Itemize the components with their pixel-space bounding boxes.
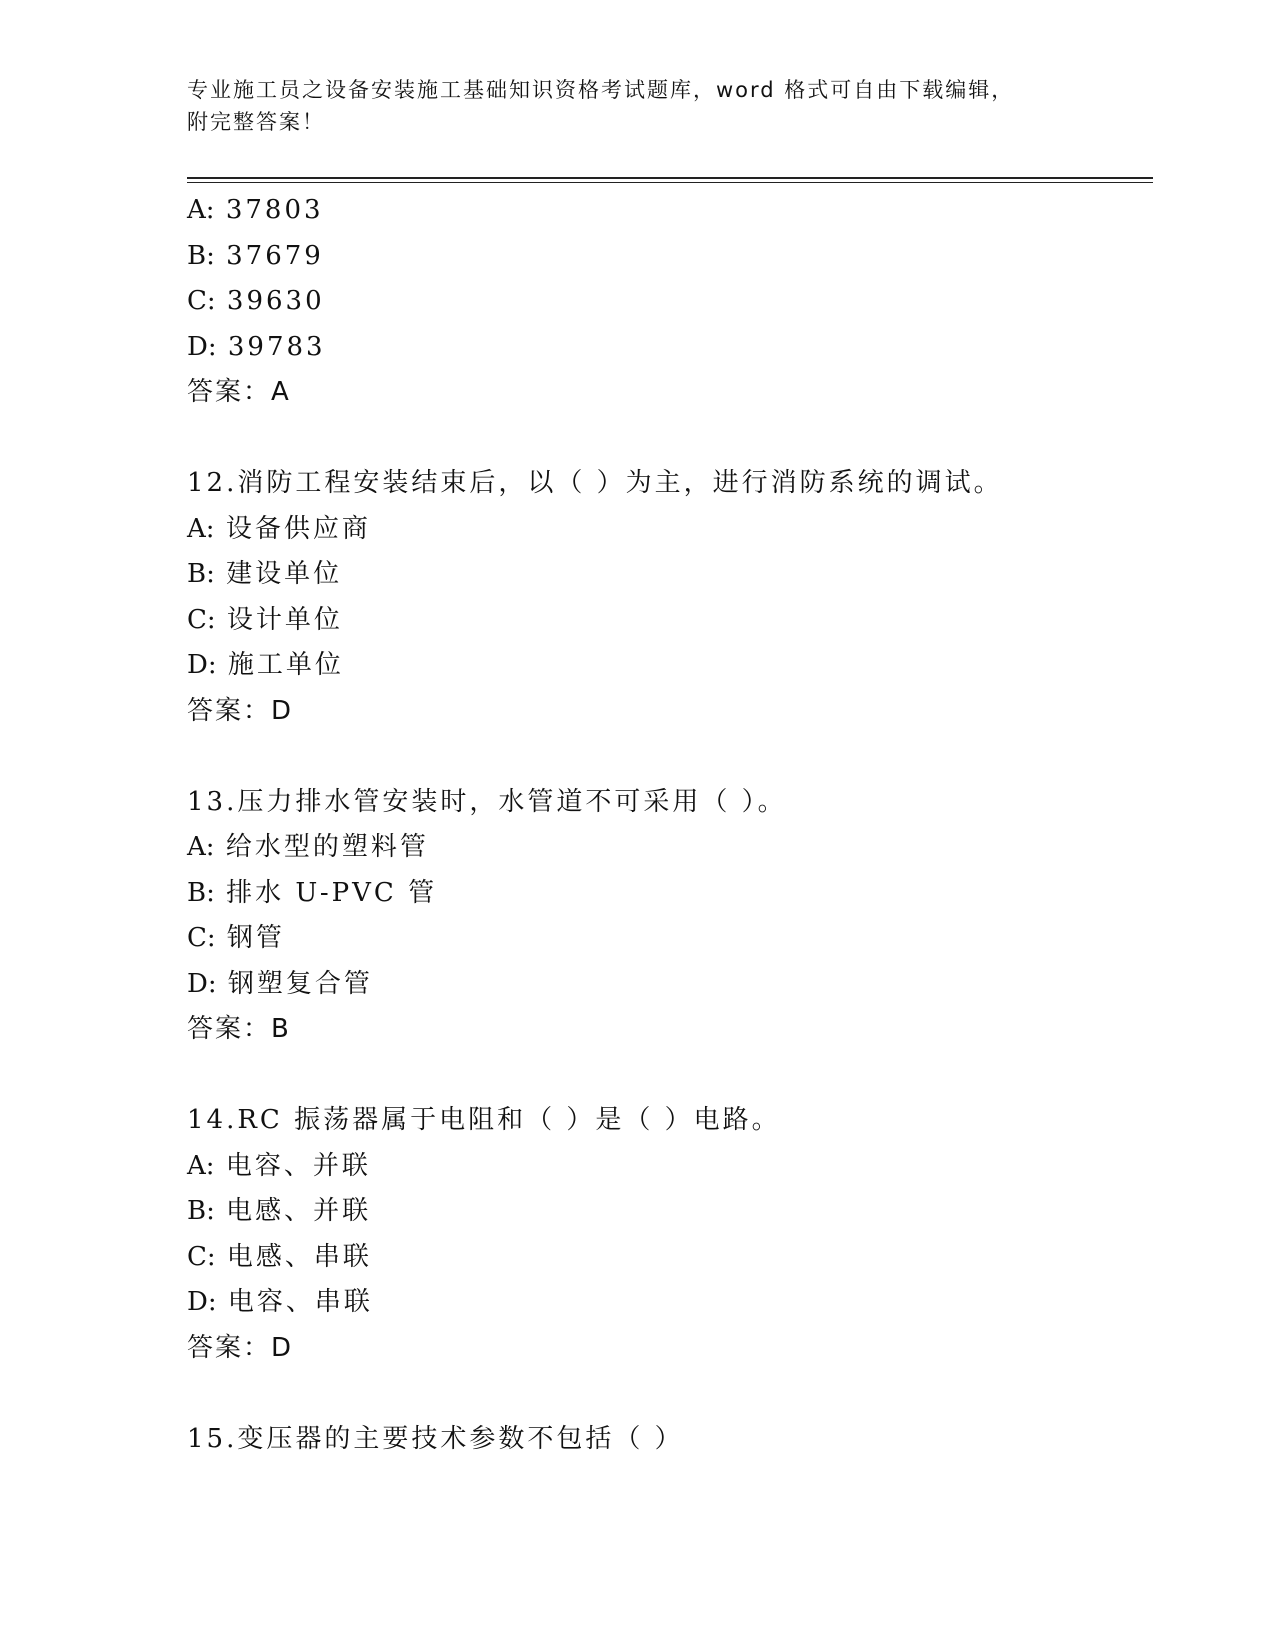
option-d: D: 施工单位 — [187, 650, 344, 680]
spacer — [187, 734, 1147, 780]
document-header — [187, 74, 1087, 138]
option-a: A: 给水型的塑料管 — [187, 832, 429, 862]
option-b: B: 排水 U-PVC 管 — [187, 877, 438, 908]
option-b: B: 建设单位 — [187, 559, 343, 589]
spacer — [187, 1371, 1147, 1417]
question-14 — [187, 1098, 1147, 1371]
question-11-fragment — [187, 188, 1147, 416]
option-a: A: 37803 — [187, 195, 324, 225]
option-c: C: 设计单位 — [187, 604, 343, 635]
option-d: D: 钢塑复合管 — [187, 968, 373, 999]
answer-line: 答案：D — [187, 1332, 294, 1363]
question-13 — [187, 780, 1147, 1053]
spacer — [187, 416, 1147, 462]
header-title-line-1: 专业施工员之设备安装施工基础知识资格考试题库，word 格式可自由下载编辑， — [187, 78, 1015, 102]
answer-line: 答案：A — [187, 377, 291, 407]
question-stem: 12.消防工程安装结束后，以（ ）为主，进行消防系统的调试。 — [187, 468, 1003, 498]
option-b: B: 电感、并联 — [187, 1196, 372, 1226]
option-b: B: 37679 — [187, 240, 324, 271]
question-12 — [187, 461, 1147, 734]
option-d: D: 电容、串联 — [187, 1287, 373, 1317]
question-stem: 13.压力排水管安装时，水管道不可采用（ ）。 — [187, 786, 787, 817]
question-stem: 15.变压器的主要技术参数不包括（ ） — [187, 1423, 684, 1454]
question-stem: 14.RC 振荡器属于电阻和（ ）是（ ）电路。 — [187, 1105, 781, 1135]
option-c: C: 39630 — [187, 286, 325, 316]
answer-line: 答案：B — [187, 1014, 291, 1044]
option-a: A: 电容、并联 — [187, 1150, 371, 1181]
question-15 — [187, 1417, 1147, 1463]
question-list — [187, 188, 1147, 1462]
option-d: D: 39783 — [187, 331, 326, 362]
header-title-line-2: 附完整答案！ — [187, 110, 325, 134]
header-divider — [187, 177, 1153, 183]
option-a: A: 设备供应商 — [187, 513, 371, 544]
option-c: C: 钢管 — [187, 923, 285, 953]
spacer — [187, 1053, 1147, 1099]
answer-line: 答案：D — [187, 695, 294, 726]
option-c: C: 电感、串联 — [187, 1241, 372, 1272]
